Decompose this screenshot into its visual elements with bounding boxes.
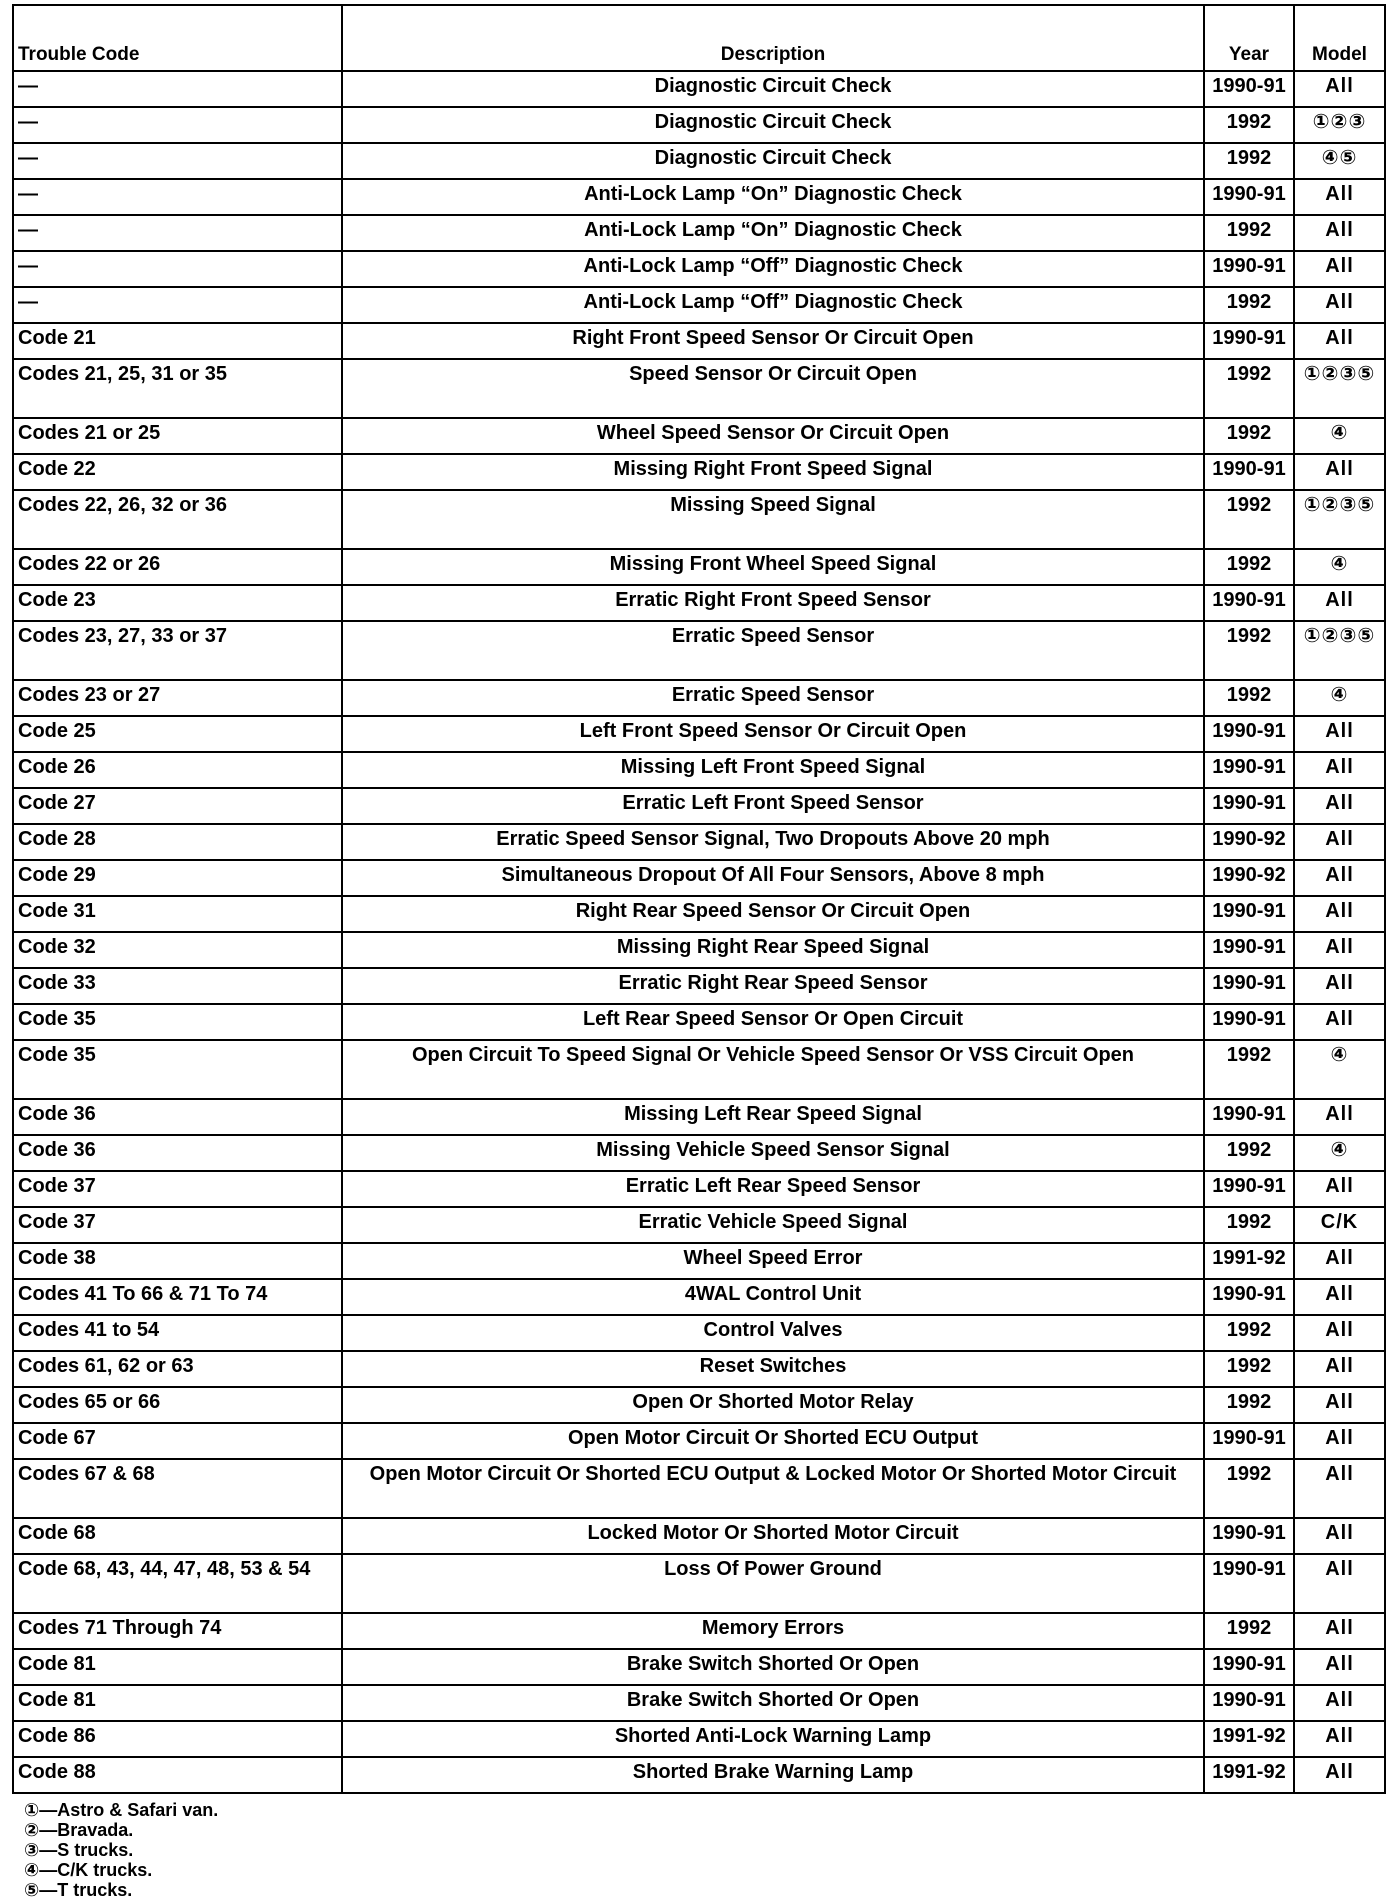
table-row (13, 490, 1385, 549)
table-row (13, 179, 1385, 215)
table-row (13, 968, 1385, 1004)
year-cell: 1990-91 (1204, 251, 1294, 287)
trouble-code-cell: Code 81 (13, 1649, 342, 1685)
model-cell: ①②③⑤ (1294, 621, 1385, 680)
trouble-code-cell: Code 68 (13, 1518, 342, 1554)
description-cell: Open Motor Circuit Or Shorted ECU Output (342, 1423, 1204, 1459)
model-cell: All (1294, 215, 1385, 251)
footnote-item: ①—Astro & Safari van. (24, 1800, 219, 1820)
trouble-code-cell: Code 29 (13, 860, 342, 896)
description-cell: Erratic Speed Sensor (342, 621, 1204, 680)
year-cell: 1992 (1204, 1613, 1294, 1649)
trouble-code-cell: Codes 21, 25, 31 or 35 (13, 359, 342, 418)
header-year: Year (1204, 5, 1294, 71)
year-cell: 1990-91 (1204, 896, 1294, 932)
trouble-code-cell: Code 33 (13, 968, 342, 1004)
table-row (13, 359, 1385, 418)
description-cell: Brake Switch Shorted Or Open (342, 1685, 1204, 1721)
trouble-code-cell: Codes 61, 62 or 63 (13, 1351, 342, 1387)
trouble-code-cell: Codes 71 Through 74 (13, 1613, 342, 1649)
table-row (13, 215, 1385, 251)
model-cell: All (1294, 860, 1385, 896)
year-cell: 1990-91 (1204, 1099, 1294, 1135)
model-cell: All (1294, 968, 1385, 1004)
year-cell: 1990-91 (1204, 323, 1294, 359)
table-row (13, 716, 1385, 752)
year-cell: 1992 (1204, 143, 1294, 179)
table-row (13, 1685, 1385, 1721)
model-cell: All (1294, 1649, 1385, 1685)
description-cell: Right Rear Speed Sensor Or Circuit Open (342, 896, 1204, 932)
table-row (13, 1721, 1385, 1757)
description-cell: Anti-Lock Lamp “Off” Diagnostic Check (342, 251, 1204, 287)
trouble-code-cell: Code 21 (13, 323, 342, 359)
model-cell: All (1294, 1459, 1385, 1518)
year-cell: 1992 (1204, 621, 1294, 680)
trouble-code-cell: Code 86 (13, 1721, 342, 1757)
table-row (13, 824, 1385, 860)
year-cell: 1991-92 (1204, 1757, 1294, 1793)
year-cell: 1990-91 (1204, 179, 1294, 215)
table-row (13, 143, 1385, 179)
trouble-code-cell: Codes 41 To 66 & 71 To 74 (13, 1279, 342, 1315)
table-row (13, 1099, 1385, 1135)
trouble-code-cell: Code 88 (13, 1757, 342, 1793)
description-cell: Missing Left Front Speed Signal (342, 752, 1204, 788)
year-cell: 1990-91 (1204, 932, 1294, 968)
model-cell: All (1294, 1243, 1385, 1279)
table-row (13, 752, 1385, 788)
table-row (13, 585, 1385, 621)
description-cell: Missing Vehicle Speed Sensor Signal (342, 1135, 1204, 1171)
trouble-code-cell: Code 27 (13, 788, 342, 824)
table-row (13, 1613, 1385, 1649)
trouble-code-cell: Code 25 (13, 716, 342, 752)
year-cell: 1990-91 (1204, 1423, 1294, 1459)
table-row (13, 1387, 1385, 1423)
description-cell: Erratic Left Front Speed Sensor (342, 788, 1204, 824)
table-row (13, 896, 1385, 932)
description-cell: Missing Right Front Speed Signal (342, 454, 1204, 490)
description-cell: Anti-Lock Lamp “On” Diagnostic Check (342, 179, 1204, 215)
year-cell: 1992 (1204, 287, 1294, 323)
description-cell: Control Valves (342, 1315, 1204, 1351)
description-cell: Shorted Brake Warning Lamp (342, 1757, 1204, 1793)
model-cell: All (1294, 1757, 1385, 1793)
trouble-code-cell: Codes 23 or 27 (13, 680, 342, 716)
trouble-code-cell: Codes 65 or 66 (13, 1387, 342, 1423)
trouble-code-cell: — (13, 71, 342, 107)
model-cell: All (1294, 1171, 1385, 1207)
year-cell: 1990-91 (1204, 454, 1294, 490)
year-cell: 1992 (1204, 1207, 1294, 1243)
table-row (13, 1757, 1385, 1793)
table-row (13, 251, 1385, 287)
document-page (12, 4, 1384, 1900)
year-cell: 1990-91 (1204, 716, 1294, 752)
footnote-item: ⑤—T trucks. (24, 1880, 133, 1900)
year-cell: 1992 (1204, 1135, 1294, 1171)
trouble-code-cell: Codes 67 & 68 (13, 1459, 342, 1518)
year-cell: 1991-92 (1204, 1243, 1294, 1279)
table-row (13, 287, 1385, 323)
model-cell: ④ (1294, 680, 1385, 716)
description-cell: Right Front Speed Sensor Or Circuit Open (342, 323, 1204, 359)
description-cell: Open Circuit To Speed Signal Or Vehicle Speed Sensor Or VSS Circuit Open (342, 1040, 1204, 1099)
description-cell: Diagnostic Circuit Check (342, 143, 1204, 179)
description-cell: Brake Switch Shorted Or Open (342, 1649, 1204, 1685)
trouble-code-cell: Codes 22 or 26 (13, 549, 342, 585)
trouble-code-cell: Code 37 (13, 1207, 342, 1243)
model-cell: All (1294, 454, 1385, 490)
description-cell: Erratic Vehicle Speed Signal (342, 1207, 1204, 1243)
table-row (13, 1554, 1385, 1613)
model-cell: All (1294, 824, 1385, 860)
year-cell: 1990-91 (1204, 585, 1294, 621)
year-cell: 1992 (1204, 1351, 1294, 1387)
description-cell: Speed Sensor Or Circuit Open (342, 359, 1204, 418)
year-cell: 1990-91 (1204, 1554, 1294, 1613)
model-cell: All (1294, 752, 1385, 788)
trouble-code-cell: Code 36 (13, 1099, 342, 1135)
table-body (13, 71, 1385, 1793)
trouble-code-cell: — (13, 215, 342, 251)
model-cell: C/K (1294, 1207, 1385, 1243)
description-cell: Missing Front Wheel Speed Signal (342, 549, 1204, 585)
model-cell: All (1294, 179, 1385, 215)
model-cell: ④ (1294, 418, 1385, 454)
description-cell: Reset Switches (342, 1351, 1204, 1387)
year-cell: 1990-91 (1204, 1649, 1294, 1685)
description-cell: Missing Right Rear Speed Signal (342, 932, 1204, 968)
description-cell: 4WAL Control Unit (342, 1279, 1204, 1315)
table-row (13, 680, 1385, 716)
description-cell: Open Or Shorted Motor Relay (342, 1387, 1204, 1423)
description-cell: Anti-Lock Lamp “Off” Diagnostic Check (342, 287, 1204, 323)
model-cell: All (1294, 1351, 1385, 1387)
trouble-code-cell: — (13, 287, 342, 323)
table-row (13, 1040, 1385, 1099)
table-row (13, 1351, 1385, 1387)
description-cell: Wheel Speed Sensor Or Circuit Open (342, 418, 1204, 454)
trouble-code-cell: — (13, 179, 342, 215)
model-footnotes (24, 1800, 1384, 1900)
year-cell: 1990-92 (1204, 824, 1294, 860)
description-cell: Shorted Anti-Lock Warning Lamp (342, 1721, 1204, 1757)
table-row (13, 1207, 1385, 1243)
description-cell: Locked Motor Or Shorted Motor Circuit (342, 1518, 1204, 1554)
year-cell: 1992 (1204, 490, 1294, 549)
trouble-code-cell: Code 67 (13, 1423, 342, 1459)
trouble-code-cell: Codes 41 to 54 (13, 1315, 342, 1351)
year-cell: 1992 (1204, 680, 1294, 716)
year-cell: 1992 (1204, 1040, 1294, 1099)
table-row (13, 1315, 1385, 1351)
trouble-code-cell: Code 28 (13, 824, 342, 860)
table-row (13, 1004, 1385, 1040)
trouble-code-cell: Code 37 (13, 1171, 342, 1207)
table-row (13, 1459, 1385, 1518)
table-row (13, 621, 1385, 680)
year-cell: 1992 (1204, 549, 1294, 585)
model-cell: All (1294, 251, 1385, 287)
description-cell: Erratic Right Rear Speed Sensor (342, 968, 1204, 1004)
year-cell: 1990-91 (1204, 1685, 1294, 1721)
model-cell: All (1294, 788, 1385, 824)
trouble-code-cell: Code 36 (13, 1135, 342, 1171)
trouble-code-cell: Code 23 (13, 585, 342, 621)
header-description: Description (342, 5, 1204, 71)
year-cell: 1992 (1204, 107, 1294, 143)
description-cell: Anti-Lock Lamp “On” Diagnostic Check (342, 215, 1204, 251)
year-cell: 1990-91 (1204, 71, 1294, 107)
description-cell: Erratic Left Rear Speed Sensor (342, 1171, 1204, 1207)
trouble-code-cell: Codes 21 or 25 (13, 418, 342, 454)
description-cell: Erratic Speed Sensor (342, 680, 1204, 716)
description-cell: Left Rear Speed Sensor Or Open Circuit (342, 1004, 1204, 1040)
trouble-code-cell: Code 81 (13, 1685, 342, 1721)
trouble-code-cell: — (13, 143, 342, 179)
year-cell: 1992 (1204, 1459, 1294, 1518)
description-cell: Diagnostic Circuit Check (342, 71, 1204, 107)
model-cell: All (1294, 71, 1385, 107)
trouble-code-cell: Code 35 (13, 1004, 342, 1040)
description-cell: Erratic Right Front Speed Sensor (342, 585, 1204, 621)
model-cell: All (1294, 323, 1385, 359)
table-row (13, 107, 1385, 143)
description-cell: Missing Left Rear Speed Signal (342, 1099, 1204, 1135)
footnote-item: ④—C/K trucks. (24, 1860, 153, 1880)
year-cell: 1990-91 (1204, 788, 1294, 824)
model-cell: All (1294, 1387, 1385, 1423)
year-cell: 1992 (1204, 1387, 1294, 1423)
description-cell: Left Front Speed Sensor Or Circuit Open (342, 716, 1204, 752)
table-row (13, 1243, 1385, 1279)
table-row (13, 1423, 1385, 1459)
model-cell: All (1294, 896, 1385, 932)
model-cell: All (1294, 1518, 1385, 1554)
model-cell: All (1294, 1279, 1385, 1315)
table-row (13, 932, 1385, 968)
trouble-code-cell: Code 22 (13, 454, 342, 490)
year-cell: 1992 (1204, 418, 1294, 454)
model-cell: ④ (1294, 1135, 1385, 1171)
table-header-row (13, 5, 1385, 71)
description-cell: Simultaneous Dropout Of All Four Sensors, Above 8 mph (342, 860, 1204, 896)
year-cell: 1990-91 (1204, 1518, 1294, 1554)
trouble-code-cell: Code 68, 43, 44, 47, 48, 53 & 54 (13, 1554, 342, 1613)
model-cell: All (1294, 1613, 1385, 1649)
model-cell: ④ (1294, 549, 1385, 585)
model-cell: All (1294, 716, 1385, 752)
year-cell: 1990-92 (1204, 860, 1294, 896)
model-cell: All (1294, 1554, 1385, 1613)
trouble-code-cell: Code 38 (13, 1243, 342, 1279)
table-row (13, 1279, 1385, 1315)
table-row (13, 71, 1385, 107)
year-cell: 1991-92 (1204, 1721, 1294, 1757)
description-cell: Missing Speed Signal (342, 490, 1204, 549)
year-cell: 1990-91 (1204, 968, 1294, 1004)
model-cell: All (1294, 1099, 1385, 1135)
model-cell: ①②③⑤ (1294, 490, 1385, 549)
year-cell: 1992 (1204, 1315, 1294, 1351)
year-cell: 1990-91 (1204, 1004, 1294, 1040)
table-row (13, 1135, 1385, 1171)
table-row (13, 860, 1385, 896)
footnote-item: ②—Bravada. (24, 1820, 134, 1840)
table-row (13, 1171, 1385, 1207)
trouble-code-table (12, 4, 1386, 1794)
trouble-code-cell: Code 35 (13, 1040, 342, 1099)
header-trouble-code: Trouble Code (13, 5, 342, 71)
description-cell: Diagnostic Circuit Check (342, 107, 1204, 143)
model-cell: ①②③⑤ (1294, 359, 1385, 418)
table-row (13, 549, 1385, 585)
year-cell: 1990-91 (1204, 1171, 1294, 1207)
trouble-code-cell: Codes 23, 27, 33 or 37 (13, 621, 342, 680)
model-cell: ①②③ (1294, 107, 1385, 143)
trouble-code-cell: Code 32 (13, 932, 342, 968)
model-cell: All (1294, 287, 1385, 323)
model-cell: All (1294, 1721, 1385, 1757)
trouble-code-cell: — (13, 251, 342, 287)
description-cell: Wheel Speed Error (342, 1243, 1204, 1279)
table-row (13, 418, 1385, 454)
year-cell: 1992 (1204, 359, 1294, 418)
model-cell: All (1294, 1004, 1385, 1040)
model-cell: ④⑤ (1294, 143, 1385, 179)
model-cell: All (1294, 585, 1385, 621)
table-row (13, 1649, 1385, 1685)
year-cell: 1990-91 (1204, 752, 1294, 788)
description-cell: Open Motor Circuit Or Shorted ECU Output & Locked Motor Or Shorted Motor Circuit (342, 1459, 1204, 1518)
trouble-code-cell: Codes 22, 26, 32 or 36 (13, 490, 342, 549)
table-row (13, 788, 1385, 824)
description-cell: Erratic Speed Sensor Signal, Two Dropouts Above 20 mph (342, 824, 1204, 860)
table-row (13, 1518, 1385, 1554)
model-cell: All (1294, 932, 1385, 968)
year-cell: 1990-91 (1204, 1279, 1294, 1315)
header-model: Model (1294, 5, 1385, 71)
model-cell: All (1294, 1685, 1385, 1721)
year-cell: 1992 (1204, 215, 1294, 251)
model-cell: All (1294, 1315, 1385, 1351)
trouble-code-cell: — (13, 107, 342, 143)
table-row (13, 323, 1385, 359)
table-row (13, 454, 1385, 490)
footnote-item: ③—S trucks. (24, 1840, 134, 1860)
description-cell: Loss Of Power Ground (342, 1554, 1204, 1613)
description-cell: Memory Errors (342, 1613, 1204, 1649)
trouble-code-cell: Code 26 (13, 752, 342, 788)
model-cell: All (1294, 1423, 1385, 1459)
trouble-code-cell: Code 31 (13, 896, 342, 932)
model-cell: ④ (1294, 1040, 1385, 1099)
